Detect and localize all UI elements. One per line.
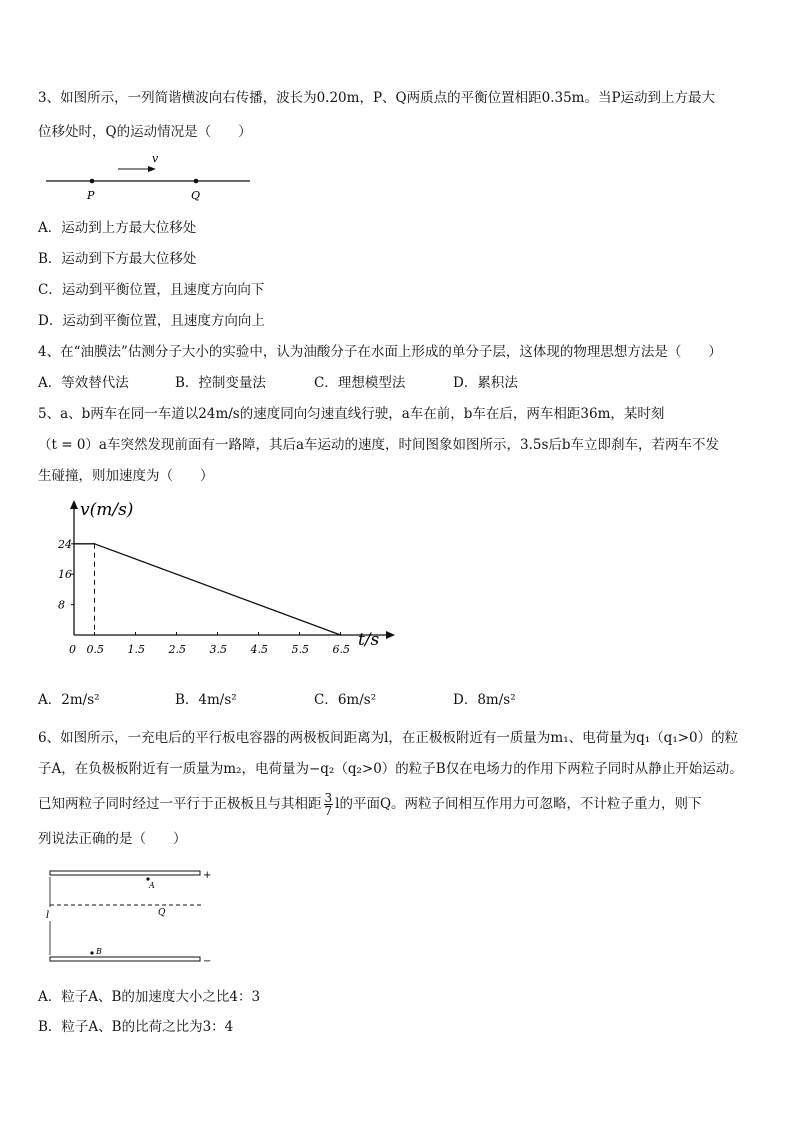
- point-q: [194, 179, 199, 184]
- x-tick-label: 1.5: [127, 643, 145, 656]
- x-tick-label: 5.5: [291, 643, 309, 656]
- x-tick-label: 0: [69, 643, 76, 656]
- y-ticks: [57, 538, 74, 612]
- x-tick-label: 3.5: [209, 643, 227, 656]
- series-segment: [95, 544, 341, 635]
- y-axis-arrow-icon: [70, 500, 78, 509]
- q6-stem-line1: 6、如图所示，一充电后的平行板电容器的两极板间距离为l，在正极板附近有一质量为m₁、电荷量为q₁（q₁>0）的粒: [38, 730, 739, 746]
- q6-stem-line4: 列说法正确的是（ ）: [38, 831, 187, 847]
- q5-option-b: B．4m/s²: [175, 692, 237, 708]
- q6-option-b: B．粒子A、B的比荷之比为3：4: [38, 1019, 234, 1035]
- q3-stem-line1: 3、如图所示，一列简谐横波向右传播，波长为0.20m，P、Q两质点的平衡位置相距0.35m。当P运动到上方最大: [38, 90, 716, 106]
- x-tick-label: 0.5: [86, 643, 104, 656]
- velocity-series: [73, 543, 341, 636]
- q4-option-b: B．控制变量法: [175, 375, 266, 391]
- x-tick-label: 4.5: [250, 643, 268, 656]
- q3-option-b: B．运动到下方最大位移处: [38, 251, 197, 267]
- particle-b: [90, 951, 93, 954]
- q6-stem-line2: 子A，在负极板附近有一质量为m₂，电荷量为−q₂（q₂>0）的粒子B仅在电场力的作用下两粒子同时从静止开始运动。: [38, 761, 743, 777]
- q5-stem-line3: 生碰撞，则加速度为（ ）: [38, 468, 214, 484]
- q6-option-a: A．粒子A、B的加速度大小之比4：3: [38, 989, 261, 1005]
- plane-q-label: Q: [158, 908, 166, 918]
- data-point: [73, 543, 75, 545]
- q5-option-d: D．8m/s²: [453, 692, 516, 708]
- arrow-head-icon: [148, 166, 156, 172]
- point-p: [90, 179, 95, 184]
- positive-plate: [50, 871, 200, 875]
- data-point: [340, 634, 342, 636]
- fraction-3-7: [324, 792, 334, 817]
- particle-b-label: B: [96, 947, 102, 956]
- y-axis-label: v(m/s): [80, 500, 134, 520]
- fraction-denominator: 7: [324, 804, 333, 818]
- q4-option-a: A．等效替代法: [38, 375, 129, 391]
- capacitor-figure: [40, 863, 215, 968]
- distance-label: l: [46, 910, 50, 921]
- negative-plate: [50, 957, 200, 961]
- x-axis-label: t/s: [358, 630, 380, 650]
- y-tick-label: 8: [58, 598, 65, 612]
- q5-option-a: A．2m/s²: [38, 692, 100, 708]
- point-q-label: Q: [191, 189, 201, 202]
- q4-option-d: D．累积法: [453, 375, 518, 391]
- x-tick-label: 2.5: [168, 643, 186, 656]
- y-tick-label: 16: [58, 568, 72, 582]
- fraction-numerator: 3: [324, 791, 333, 805]
- vt-chart: [36, 495, 406, 680]
- minus-sign: −: [203, 956, 212, 967]
- q5-option-c: C．6m/s²: [314, 692, 377, 708]
- q6-line3-start: 已知两粒子同时经过一平行于正极板且与其相距: [38, 796, 322, 812]
- q3-option-d: D．运动到平衡位置，且速度方向向上: [38, 313, 265, 329]
- q5-stem-line2: （t = 0）a车突然发现前面有一路障，其后a车运动的速度，时间图象如图所示，3.5s后b车立即刹车，若两车不发: [38, 437, 720, 453]
- q6-line3-end: l的平面Q。两粒子间相互作用力可忽略，不计粒子重力，则下: [335, 796, 702, 812]
- q4-stem: 4、在“油膜法”估测分子大小的实验中，认为油酸分子在水面上形成的单分子层，这体现的物理思想方法是（ ）: [38, 344, 722, 360]
- wave-figure: [40, 152, 260, 207]
- q6-stem-line3: [38, 792, 702, 817]
- y-tick-label: 24: [58, 537, 72, 551]
- q3-option-a: A．运动到上方最大位移处: [38, 220, 197, 236]
- point-p-label: P: [87, 189, 95, 202]
- data-point: [94, 543, 96, 545]
- velocity-label: v: [152, 152, 159, 165]
- q4-option-c: C．理想模型法: [314, 375, 406, 391]
- q5-stem-line1: 5、a、b两车在同一车道以24m/s的速度同向匀速直线行驶，a车在前，b车在后，两车相距36m，某时刻: [38, 406, 665, 422]
- plus-sign: +: [203, 870, 212, 881]
- q3-option-c: C．运动到平衡位置，且速度方向向下: [38, 282, 265, 298]
- x-tick-label: 6.5: [332, 643, 350, 656]
- particle-a-label: A: [149, 881, 155, 890]
- q3-stem-line2: 位移处时，Q的运动情况是（ ）: [38, 124, 252, 140]
- x-axis-arrow-icon: [386, 631, 395, 639]
